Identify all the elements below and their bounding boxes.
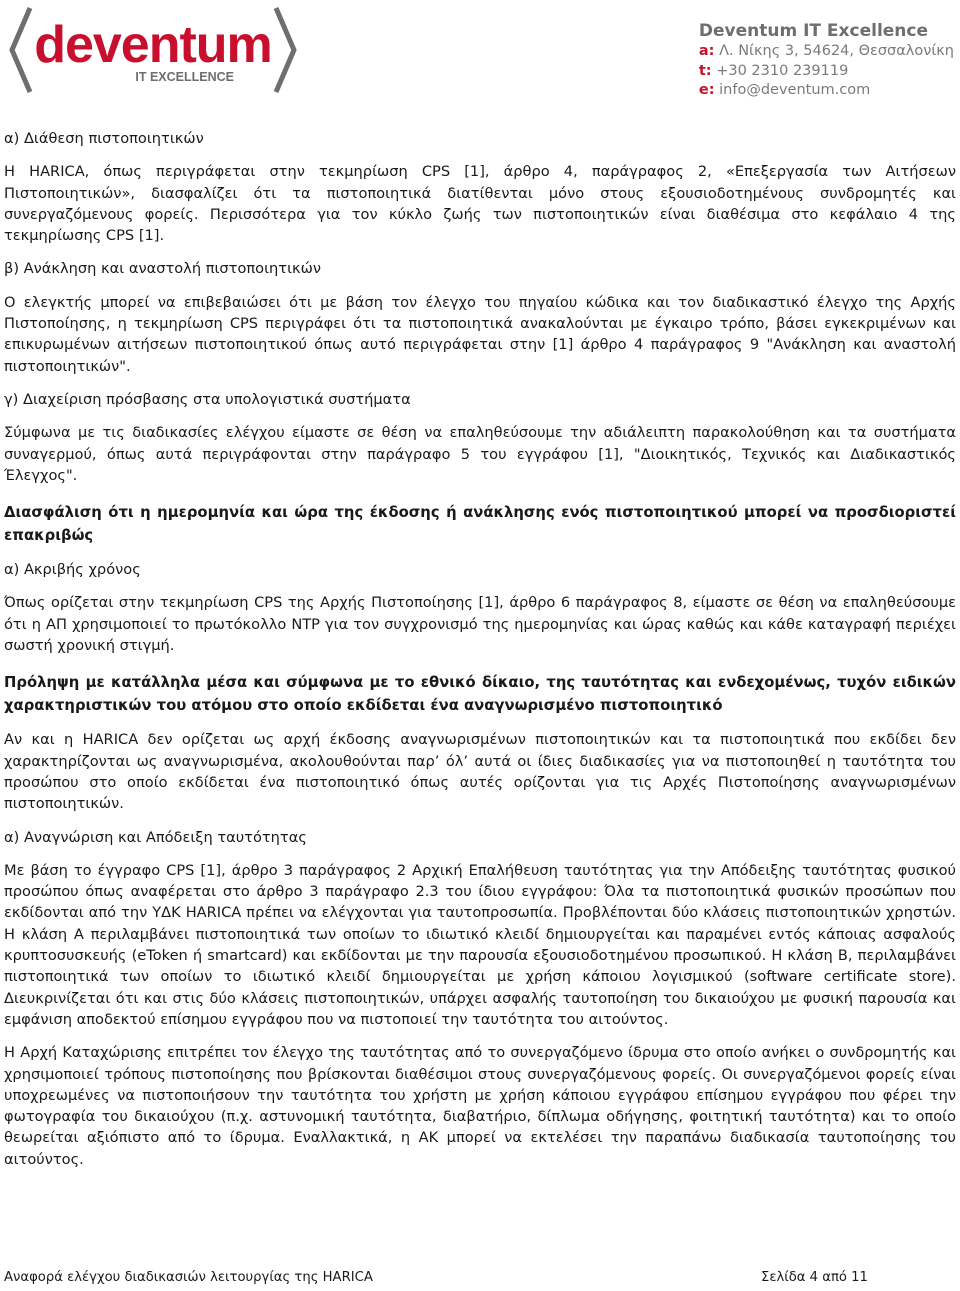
address-line bbox=[699, 42, 954, 62]
section-title-identity: Πρόληψη με κατάλληλα μέσα και σύμφωνα με το εθνικό δίκαιο, της ταυτότητας και ενδεχομένως, τυχόν ειδικών χαρακτηριστικών του ατόμου στο οποίο εκδίδεται ένα αναγνωρισμένο πιστοποιητικό bbox=[4, 674, 956, 715]
document-body bbox=[4, 128, 956, 1170]
footer-page-number: Σελίδα 4 από 11 bbox=[761, 1270, 868, 1285]
paragraph-identity-intro: Αν και η HARICA δεν ορίζεται ως αρχή έκδοσης αναγνωρισμένων πιστοποιητικών και τα πιστοποιητικά που εκδίδει δεν χαρακτηρίζονται ως αναγνωρισμένα, ακολουθούνται παρ’ όλ’ αυτά οι ίδιες διαδικασίες για να πιστοποιηθεί η ταυτότητα του προσώπου στο οποίο εκδίδεται ένα πιστοποιητικό όπως αυτές ορίζονται για τις Αρχές Πιστοποίησης αναγνωρισμένων πιστοποιητικών. bbox=[4, 731, 956, 813]
contact-block bbox=[699, 20, 954, 101]
right-angle-bracket-icon bbox=[276, 8, 294, 92]
paragraph-registration-authority: Η Αρχή Καταχώρισης επιτρέπει τον έλεγχο της ταυτότητας από το συνεργαζόμενο ίδρυμα στο οποίο ανήκει ο συνδρομητής και χρησιμοποιεί τρόπους πιστοποίησης που βρίσκονται διαθέσιμοι στους συνεργαζόμενους φορείς. Οι συνεργαζόμενοι φορείς είναι υποχρεωμένες να πιστοποιήσουν την ταυτότητα του χρήστη με χρήση κάποιου εγγράφου επίσημου εγγράφου που φέρει την φωτογραφία του δικαιούχου (π.χ. αστυνομική ταυτότητα, διαβατήριο, δίπλωμα οδήγησης, φοιτητική ταυτότητα) και το οποίο θεωρείται αξιόπιστο από το ίδρυμα. Εναλλακτικά, η ΑΚ μπορεί να εκτελέσει την παραπάνω διαδικασία ταυτοποίησης του αιτούντος. bbox=[4, 1044, 956, 1168]
address-value: Λ. Νίκης 3, 54624, Θεσσαλονίκη bbox=[719, 43, 954, 59]
phone-label: t: bbox=[698, 62, 712, 79]
subheading-availability: α) Διάθεση πιστοποιητικών bbox=[4, 130, 204, 147]
company-name: Deventum IT Excellence bbox=[698, 21, 929, 41]
footer-report-title: Αναφορά ελέγχου διαδικασιών λειτουργίας της HARICA bbox=[4, 1270, 373, 1285]
page-header bbox=[0, 0, 960, 110]
subheading-accurate-time: α) Ακριβής χρόνος bbox=[4, 561, 141, 579]
subheading-access-management: γ) Διαχείριση πρόσβασης στα υπολογιστικά συστήματα bbox=[4, 390, 411, 408]
paragraph-accurate-time: Όπως ορίζεται στην τεκμηρίωση CPS της Αρχής Πιστοποίησης [1], άρθρο 6 παράγραφος 8, είμαστε σε θέση να επαληθεύσουμε ότι η ΑΠ χρησιμοποιεί το πρωτόκολλο NTP για τον συγχρονισμό της ημερομηνίας και ώρας καθώς και κάθε καταγραφή περιέχει σωστή χρονική στιγμή. bbox=[4, 594, 956, 655]
paragraph-access-management: Σύμφωνα με τις διαδικασίες ελέγχου είμαστε σε θέση να επαληθεύσουμε την αδιάλειπτη παρακολούθηση και τα συστήματα συναγερμού, όπως αυτά περιγράφονται στην παράγραφο 5 του εγγράφου [1], "Διοικητικός, Τεχνικός και Διαδικαστικός Έλεγχος". bbox=[4, 424, 956, 484]
logo-tagline-text: IT EXCELLENCE bbox=[135, 70, 234, 84]
email-line bbox=[699, 81, 954, 101]
email-label: e: bbox=[698, 82, 715, 98]
address-label: a: bbox=[698, 43, 715, 59]
subheading-identification: α) Αναγνώριση και Απόδειξη ταυτότητας bbox=[4, 828, 307, 846]
paragraph-identification: Με βάση το έγγραφο CPS [1], άρθρο 3 παράγραφος 2 Αρχική Επαλήθευση ταυτότητας για την Απόδειξης ταυτότητας φυσικού προσώπου όπως αναφέρεται στο άρθρο 3 παράγραφο 2.3 του ίδιου εγγράφου: Όλα τα πιστοποιητικά φυσικών προσώπων που εκδίδονται από την ΥΔΚ HARICA πρέπει να ελέγχονται για ταυτοπροσωπία. Προβλέπονται δύο κλάσεις πιστοποιητικών χρηστών. Η κλάση Α περιλαμβάνει πιστοποιητικά των οποίων το ιδιωτικό κλειδί δημιουργείται και παραμένει εντός κάποιας ασφαλούς κρυπτοσυσκευής (eToken ή smartcard) και εκδίδονται με την παρουσία εξουσιοδοτημένου προσωπικού. Η κλάση Β, περιλαμβάνει πιστοποιητικά των οποίων το ιδιωτικό κλειδί δημιουργείται με χρήση κάποιου λογισμικού (software certificate store). Διευκρινίζεται ότι και στις δύο κλάσεις πιστοποιητικών, υπάρχει ασφαλής ταυτοποίηση του δικαιούχου με φυσική παρουσία και εμφάνιση αποδεκτού επίσημου εγγράφου που να πιστοποιεί την ταυτότητα του αιτούντος. bbox=[4, 861, 956, 1028]
email-value[interactable]: info@deventum.com bbox=[719, 82, 871, 98]
logo-graphic bbox=[8, 4, 298, 96]
deventum-logo bbox=[8, 4, 298, 96]
subheading-revocation: β) Ανάκληση και αναστολή πιστοποιητικών bbox=[4, 260, 321, 278]
paragraph-availability: Η HARICA, όπως περιγράφεται στην τεκμηρίωση CPS [1], άρθρο 4, παράγραφος 2, «Επεξεργασία των Αιτήσεων Πιστοποιητικών», διασφαλίζει ότι τα πιστοποιητικά διατίθενται μόνο στους εξουσιοδοτημένους συνδρομητές και συνεργαζόμενους φορείς. Περισσότερα για τον κύκλο ζωής των πιστοποιητικών είναι διαθέσιμα στο κεφάλαιο 4 της τεκμηρίωσης CPS [1]. bbox=[4, 163, 956, 245]
logo-brand-text: deventum bbox=[34, 16, 272, 74]
phone-line bbox=[699, 62, 954, 82]
left-angle-bracket-icon bbox=[12, 8, 30, 92]
section-title-timestamp: Διασφάλιση ότι η ημερομηνία και ώρα της έκδοσης ή ανάκλησης ενός πιστοποιητικού μπορεί να προσδιοριστεί επακριβώς bbox=[4, 504, 956, 545]
paragraph-revocation: Ο ελεγκτής μπορεί να επιβεβαιώσει ότι με βάση τον έλεγχο του πηγαίου κώδικα και τον διαδικαστικό έλεγχο της Αρχής Πιστοποίησης, η τεκμηρίωση CPS περιγράφει ότι τα πιστοποιητικά ανακαλούνται με έγκαιρο τρόπο, βάσει εγκεκριμένων και επικυρωμένων αιτήσεων πιστοποιητικού όπως αυτό περιγράφεται στην [1] άρθρο 4 παράγραφος 9 "Ανάκληση και αναστολή πιστοποιητικών". bbox=[4, 293, 956, 375]
phone-value: +30 2310 239119 bbox=[716, 62, 849, 79]
